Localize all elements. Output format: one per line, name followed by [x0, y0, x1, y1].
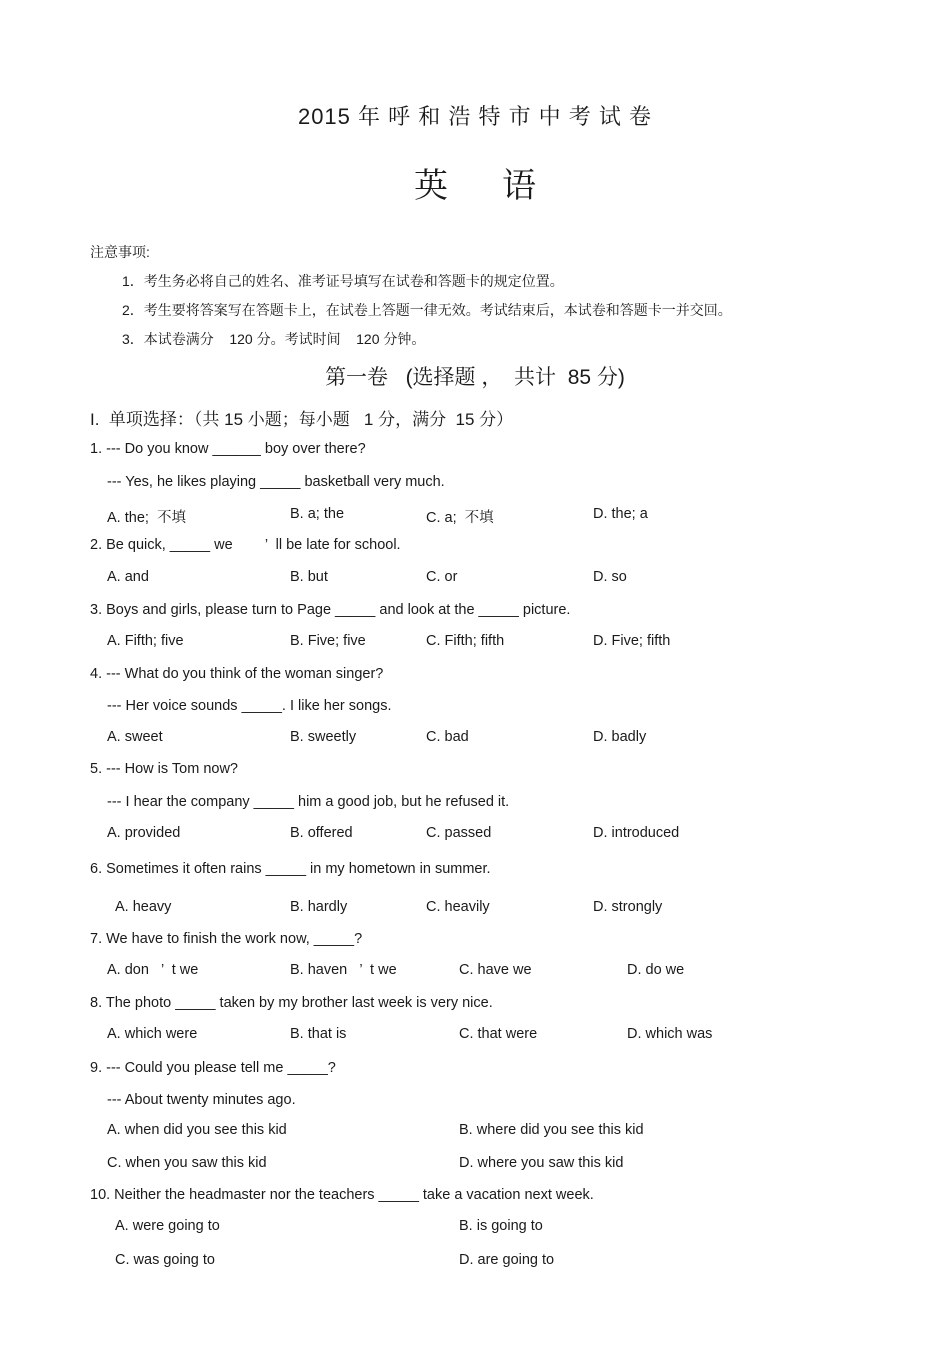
option-b: B. but [290, 569, 328, 585]
option-a: A. provided [107, 825, 181, 841]
option-d: D. the; a [593, 506, 648, 522]
option-b: B. offered [290, 825, 353, 841]
option-d: D. are going to [459, 1252, 555, 1268]
note-item: 1．考生务必将自己的姓名、准考证号填写在试卷和答题卡的规定位置。 [122, 273, 564, 289]
option-c: C. heavily [426, 899, 490, 915]
question-stem: 8. The photo _____ taken by my brother last week is very nice. [90, 995, 493, 1011]
option-d: D. which was [627, 1026, 713, 1042]
question-stem: 9. --- Could you please tell me _____? [90, 1060, 336, 1076]
note-item: 3．本试卷满分 120 分。考试时间 120 分钟。 [122, 331, 426, 347]
option-c: C. was going to [115, 1252, 215, 1268]
question-stem: 4. --- What do you think of the woman singer? [90, 666, 384, 682]
option-c: C. that were [459, 1026, 538, 1042]
subject-title: 英 语 [413, 166, 537, 206]
option-b: B. a; the [290, 506, 345, 522]
option-b: B. Five; five [290, 633, 366, 649]
option-d: D. Five; fifth [593, 633, 671, 649]
question-stem: 10. Neither the headmaster nor the teachers _____ take a vacation next week. [90, 1187, 594, 1203]
option-b: B. that is [290, 1026, 347, 1042]
option-c: C. Fifth; fifth [426, 633, 505, 649]
question-stem: 6. Sometimes it often rains _____ in my hometown in summer. [90, 861, 491, 877]
option-b: B. where did you see this kid [459, 1122, 644, 1138]
part-title: I. 单项选择：（共 15 小题；每小题 1 分，满分 15 分） [90, 410, 514, 429]
option-b: B. sweetly [290, 729, 357, 745]
option-a: A. heavy [115, 899, 172, 915]
option-c: C. or [426, 569, 458, 585]
option-d: D. strongly [593, 899, 663, 915]
section-title: 第一卷 (选择题 ， 共计 85 分) [325, 366, 625, 389]
question-stem: 7. We have to finish the work now, _____? [90, 931, 363, 947]
option-a: A. which were [107, 1026, 198, 1042]
exam-title: 2015 年 呼 和 浩 特 市 中 考 试 卷 [297, 104, 653, 129]
option-c: C. a; 不填 [426, 510, 494, 526]
option-d: D. introduced [593, 825, 680, 841]
question-stem: 3. Boys and girls, please turn to Page _____ and look at the _____ picture. [90, 602, 571, 618]
option-b: B. is going to [459, 1218, 543, 1234]
option-a: A. the; 不填 [107, 510, 186, 526]
question-stem: 5. --- How is Tom now? [90, 761, 238, 777]
option-d: D. do we [627, 962, 685, 978]
note-item: 2．考生要将答案写在答题卡上，在试卷上答题一律无效。考试结束后，本试卷和答题卡一并交回。 [122, 302, 732, 318]
option-b: B. haven ’ t we [290, 962, 397, 978]
option-d: D. badly [593, 729, 647, 745]
question-dialogue-line: --- About twenty minutes ago. [107, 1092, 296, 1108]
question-dialogue-line: --- I hear the company _____ him a good job, but he refused it. [107, 794, 510, 810]
option-c: C. when you saw this kid [107, 1155, 267, 1171]
question-dialogue-line: --- Her voice sounds _____. I like her songs. [107, 698, 392, 714]
option-a: A. and [107, 569, 149, 585]
option-d: D. where you saw this kid [459, 1155, 624, 1171]
option-a: A. don ’ t we [107, 962, 199, 978]
option-a: A. Fifth; five [107, 633, 184, 649]
option-d: D. so [593, 569, 627, 585]
option-c: C. passed [426, 825, 492, 841]
option-a: A. when did you see this kid [107, 1122, 287, 1138]
question-dialogue-line: --- Yes, he likes playing _____ basketball very much. [107, 474, 445, 490]
question-stem: 1. --- Do you know ______ boy over there? [90, 441, 366, 457]
option-c: C. have we [459, 962, 532, 978]
notes-heading: 注意事项: [90, 244, 150, 260]
option-a: A. were going to [115, 1218, 220, 1234]
question-stem: 2. Be quick, _____ we ’ ll be late for school. [90, 537, 401, 553]
option-a: A. sweet [107, 729, 163, 745]
option-b: B. hardly [290, 899, 348, 915]
option-c: C. bad [426, 729, 469, 745]
